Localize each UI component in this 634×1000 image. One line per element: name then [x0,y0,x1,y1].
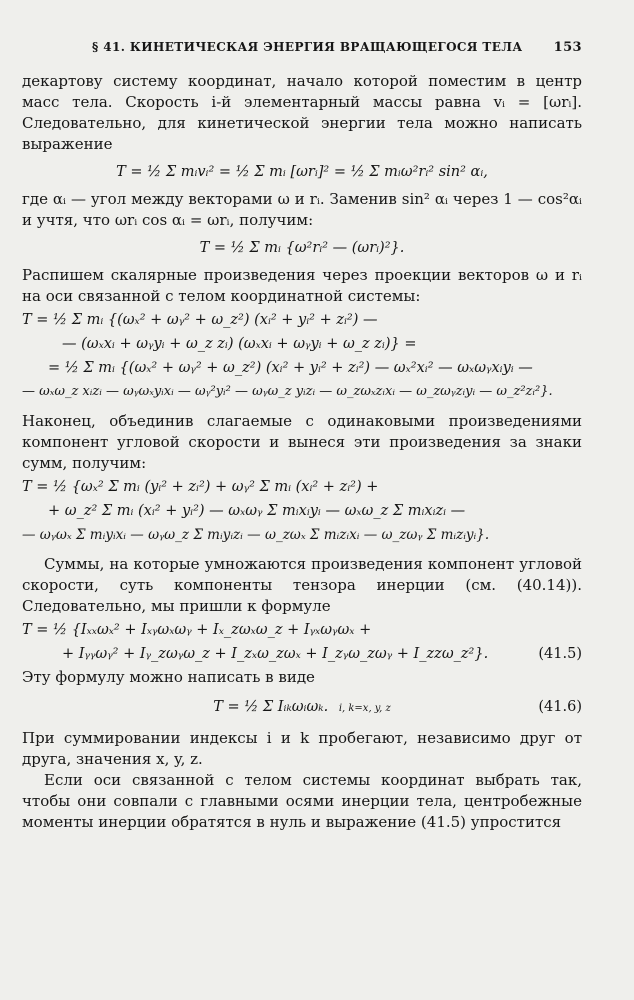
paragraph-8: Если оси связанной с телом системы координат выбрать так, чтобы они совпали с главными осями инерции тела, центробежные моменты инерции обратятся в нуль и выражение (41.5) упростится [22,771,582,831]
equation-number-41-5: (41.5) [538,646,582,662]
paragraph-5: Суммы, на которые умножаются произведения компонент угловой скорости, суть компоненты тензора инерции (см. (40.14)). Следовательно, мы пришли к формуле [22,555,582,615]
paragraph-7: При суммировании индексы i и k пробегают, независимо друг от друга, значения x, y, z. [22,729,582,768]
equation-kinetic-energy: T = ½ Σ mᵢvᵢ² = ½ Σ mᵢ [ωrᵢ]² = ½ Σ mᵢω²rᵢ² sin² αᵢ, [116,164,488,180]
equation-inertia-line-2-text: + Iᵧᵧωᵧ² + Iᵧ_zωᵧω_z + I_zₓω_zωₓ + I_zᵧω_zωᵧ + I_zzω_z²}. [62,646,489,662]
equation-inertia-line-2 [22,643,582,665]
equation-tensor-form [22,696,582,720]
equation-tensor-form-text: T = ½ Σ Iᵢₖωᵢωₖ. [213,699,329,715]
paragraph-1: декартову систему координат, начало которой поместим в центр масс тела. Скорость i-й элементарный массы равна vᵢ = [ωrᵢ]. Следовательно, для кинетической энергии тела можно написать выражение [22,72,582,153]
running-header [92,40,582,55]
equation-sum-limits: i, k=x, y, z [338,703,391,714]
equation-number-41-6: (41.6) [538,699,582,715]
equation-expanded-line-3: = ½ Σ mᵢ {(ωₓ² + ωᵧ² + ω_z²) (xᵢ² + yᵢ² + zᵢ²) — ωₓ²xᵢ² — ωₓωᵧxᵢyᵢ — [48,360,533,376]
paragraph-4: Наконец, объединив слагаемые с одинаковыми произведениями компонент угловой скорости и вынеся эти произведения за знаки сумм, получим: [22,412,582,472]
equation-expanded-line-2: — (ωₓxᵢ + ωᵧyᵢ + ω_z zᵢ) (ωₓxᵢ + ωᵧyᵢ + ω_z zᵢ)} = [62,336,417,352]
equation-grouped-line-3: — ωᵧωₓ Σ mᵢyᵢxᵢ — ωᵧω_z Σ mᵢyᵢzᵢ — ω_zωₓ Σ mᵢzᵢxᵢ — ω_zωᵧ Σ mᵢzᵢyᵢ}. [22,527,490,543]
paragraph-3: Распишем скалярные произведения через проекции векторов ω и rᵢ на оси связанной с телом координатной системы: [22,266,582,305]
equation-expanded-line-1: T = ½ Σ mᵢ {(ωₓ² + ωᵧ² + ω_z²) (xᵢ² + yᵢ² + zᵢ²) — [22,312,378,328]
equation-inertia-line-1: T = ½ {Iₓₓωₓ² + Iₓᵧωₓωᵧ + Iₓ_zωₓω_z + Iᵧₓωᵧωₓ + [22,622,372,638]
equation-expanded-line-4: — ωₓω_z xᵢzᵢ — ωᵧωₓyᵢxᵢ — ωᵧ²yᵢ² — ωᵧω_z yᵢzᵢ — ω_zωₓzᵢxᵢ — ω_zωᵧzᵢyᵢ — ω_z²zᵢ²}. [22,384,553,399]
equation-substituted: T = ½ Σ mᵢ {ω²rᵢ² — (ωrᵢ)²}. [199,240,405,256]
equation-grouped-line-1: T = ½ {ωₓ² Σ mᵢ (yᵢ² + zᵢ²) + ωᵧ² Σ mᵢ (xᵢ² + zᵢ²) + [22,479,379,495]
section-title: § 41. КИНЕТИЧЕСКАЯ ЭНЕРГИЯ ВРАЩАЮЩЕГОСЯ ТЕЛА [92,40,523,54]
page-number: 153 [553,40,582,55]
paragraph-2: где αᵢ — угол между векторами ω и rᵢ. Заменив sin² αᵢ через 1 — cos²αᵢ и учтя, что ωrᵢ cos αᵢ = ωrᵢ, получим: [22,190,582,229]
equation-grouped-line-2: + ω_z² Σ mᵢ (xᵢ² + yᵢ²) — ωₓωᵧ Σ mᵢxᵢyᵢ — ωₓω_z Σ mᵢxᵢzᵢ — [48,503,466,519]
paragraph-6: Эту формулу можно написать в виде [22,668,315,686]
